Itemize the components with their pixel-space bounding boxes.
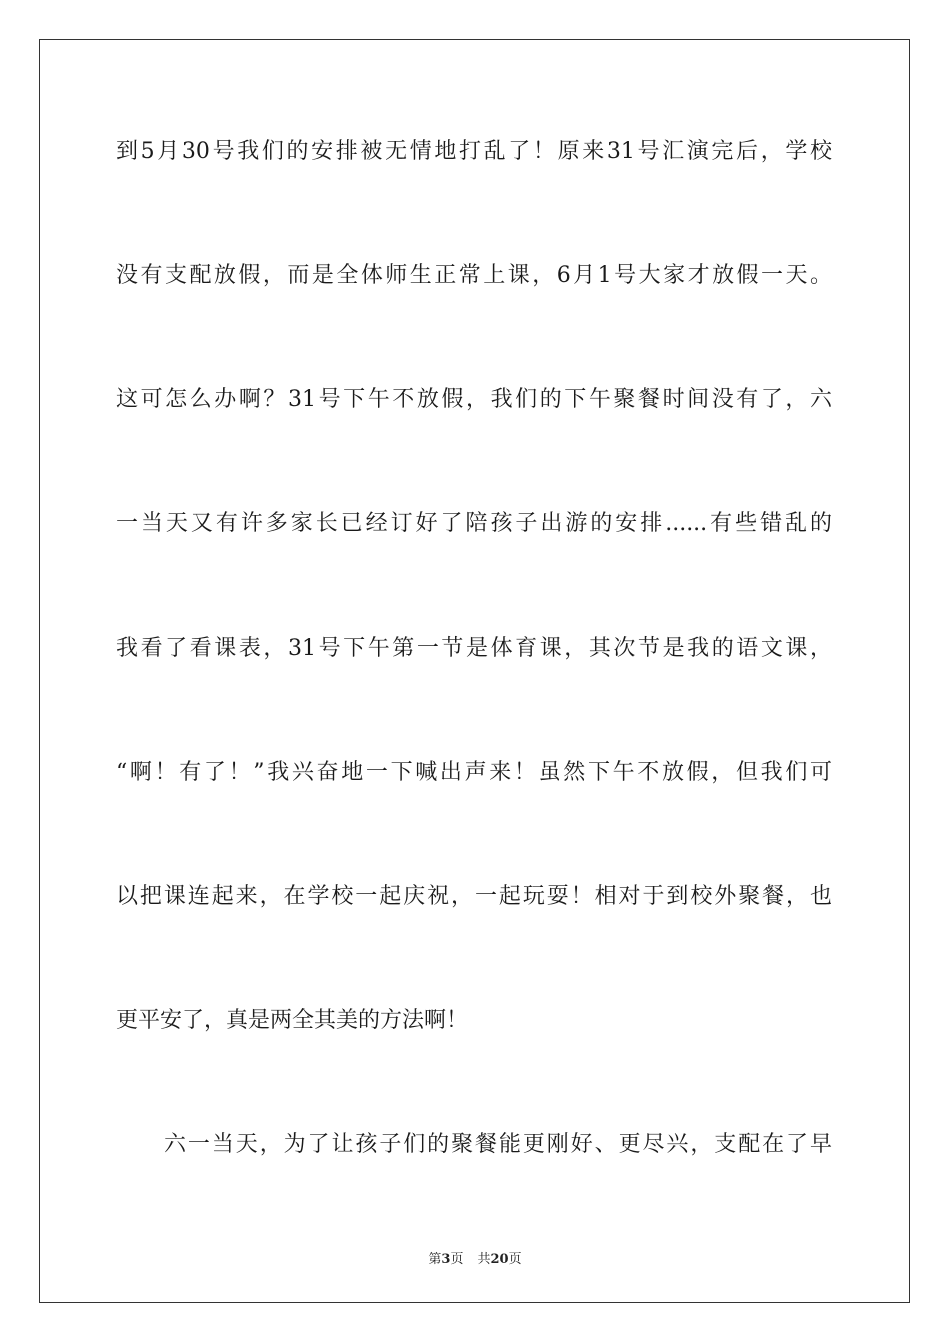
- page-footer: [0, 1248, 950, 1267]
- total-prefix: 共: [477, 1252, 491, 1267]
- text-line-5: 我看了看课表，31号下午第一节是体育课，其次节是我的语文课，: [116, 636, 832, 661]
- text-line-9: 六一当天，为了让孩子们的聚餐能更刚好、更尽兴，支配在了早: [164, 1132, 832, 1157]
- text-line-6: “啊！有了！”我兴奋地一下喊出声来！虽然下午不放假，但我们可: [116, 760, 832, 785]
- page-suffix: 页: [450, 1252, 464, 1267]
- text-line-1: 到5月30号我们的安排被无情地打乱了！原来31号汇演完后，学校: [116, 139, 832, 164]
- page-total: 20: [490, 1252, 509, 1267]
- text-line-3: 这可怎么办啊？31号下午不放假，我们的下午聚餐时间没有了，六: [116, 387, 832, 412]
- page-prefix: 第: [428, 1252, 442, 1267]
- page-border: [39, 39, 910, 1303]
- text-line-8: 更平安了，真是两全其美的方法啊！: [116, 1008, 469, 1033]
- total-suffix: 页: [508, 1252, 522, 1267]
- text-line-7: 以把课连起来，在学校一起庆祝，一起玩耍！相对于到校外聚餐，也: [116, 884, 832, 909]
- text-line-4: 一当天又有许多家长已经订好了陪孩子出游的安排......有些错乱的: [116, 511, 832, 536]
- page-current: 3: [441, 1252, 451, 1267]
- text-line-2: 没有支配放假，而是全体师生正常上课，6月1号大家才放假一天。: [116, 263, 832, 288]
